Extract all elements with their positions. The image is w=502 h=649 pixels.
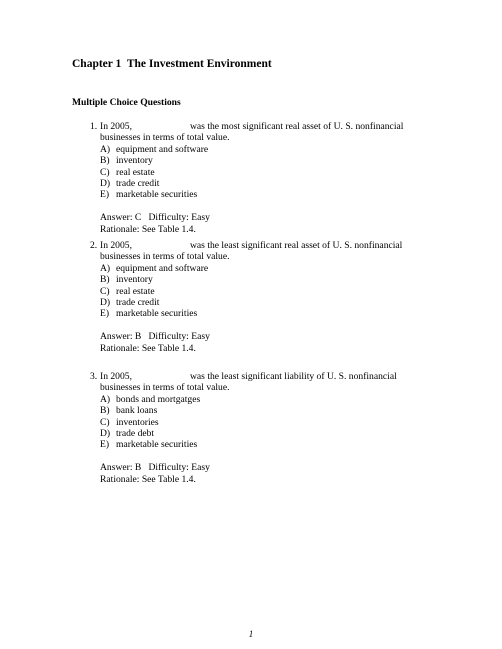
option-text: inventory [116, 155, 153, 167]
question-stem-line [90, 371, 435, 382]
option-text: trade debt [116, 427, 155, 439]
answer-options [90, 144, 435, 201]
option-text: real estate [116, 285, 155, 297]
option-letter: A) [100, 393, 111, 405]
option-b [90, 274, 435, 285]
option-text: marketable securities [116, 439, 198, 451]
answer-block [90, 331, 435, 354]
option-d [90, 428, 435, 439]
option-letter: D) [100, 296, 111, 308]
question-stem-line [90, 240, 435, 251]
option-letter: B) [100, 274, 110, 286]
option-c [90, 417, 435, 428]
answer-options [90, 394, 435, 451]
section-heading: Multiple Choice Questions [72, 97, 181, 108]
option-a [90, 263, 435, 274]
question-1 [90, 121, 435, 235]
option-e [90, 308, 435, 319]
option-letter: B) [100, 155, 110, 167]
answer-line: Answer: B Difficulty: Easy [100, 462, 210, 474]
question-stem-after-blank: was the most significant real asset of U. S. nonfinancial [190, 121, 404, 132]
answer-line: Answer: B Difficulty: Easy [100, 331, 210, 343]
option-letter: E) [100, 439, 110, 451]
option-letter: C) [100, 416, 110, 428]
question-number: 1. [90, 121, 98, 132]
option-a [90, 394, 435, 405]
option-b [90, 405, 435, 416]
rationale-line: Rationale: See Table 1.4. [100, 223, 196, 235]
option-letter: B) [100, 405, 110, 417]
question-3 [90, 371, 435, 485]
question-stem-line [90, 121, 435, 132]
option-text: marketable securities [116, 189, 198, 201]
question-number: 3. [90, 371, 98, 382]
question-stem-start: In 2005, [100, 371, 132, 382]
question-stem-continuation: businesses in terms of total value. [100, 251, 230, 263]
option-text: bonds and mortgatges [116, 393, 201, 405]
answer-options [90, 263, 435, 320]
option-letter: A) [100, 143, 111, 155]
option-text: trade credit [116, 296, 160, 308]
question-stem-continuation: businesses in terms of total value. [100, 382, 230, 394]
option-b [90, 155, 435, 166]
question-number: 2. [90, 240, 98, 251]
answer-block [90, 462, 435, 485]
option-letter: D) [100, 427, 111, 439]
option-text: marketable securities [116, 308, 198, 320]
option-letter: D) [100, 177, 111, 189]
option-letter: C) [100, 285, 110, 297]
page-number: 1 [248, 629, 254, 639]
option-text: equipment and software [116, 143, 209, 155]
option-text: inventories [116, 416, 159, 428]
rationale-line: Rationale: See Table 1.4. [100, 342, 196, 354]
question-stem-after-blank: was the least significant real asset of U. S. nonfinancial [190, 240, 403, 251]
option-c [90, 286, 435, 297]
option-text: equipment and software [116, 262, 209, 274]
option-letter: E) [100, 189, 110, 201]
option-letter: C) [100, 166, 110, 178]
option-e [90, 189, 435, 200]
option-a [90, 144, 435, 155]
option-d [90, 178, 435, 189]
option-letter: A) [100, 262, 111, 274]
question-2 [90, 240, 435, 354]
rationale-line: Rationale: See Table 1.4. [100, 473, 196, 485]
option-text: inventory [116, 274, 153, 286]
answer-block [90, 212, 435, 235]
option-e [90, 439, 435, 450]
option-text: bank loans [116, 405, 158, 417]
option-letter: E) [100, 308, 110, 320]
answer-line: Answer: C Difficulty: Easy [100, 212, 210, 224]
option-text: real estate [116, 166, 155, 178]
option-text: trade credit [116, 177, 160, 189]
chapter-title: Chapter 1 The Investment Environment [72, 58, 272, 70]
question-stem-after-blank: was the least significant liability of U. S. nonfinancial [190, 371, 397, 382]
question-stem-start: In 2005, [100, 121, 132, 132]
option-c [90, 167, 435, 178]
option-d [90, 297, 435, 308]
question-stem-start: In 2005, [100, 240, 132, 251]
question-stem-continuation: businesses in terms of total value. [100, 132, 230, 144]
